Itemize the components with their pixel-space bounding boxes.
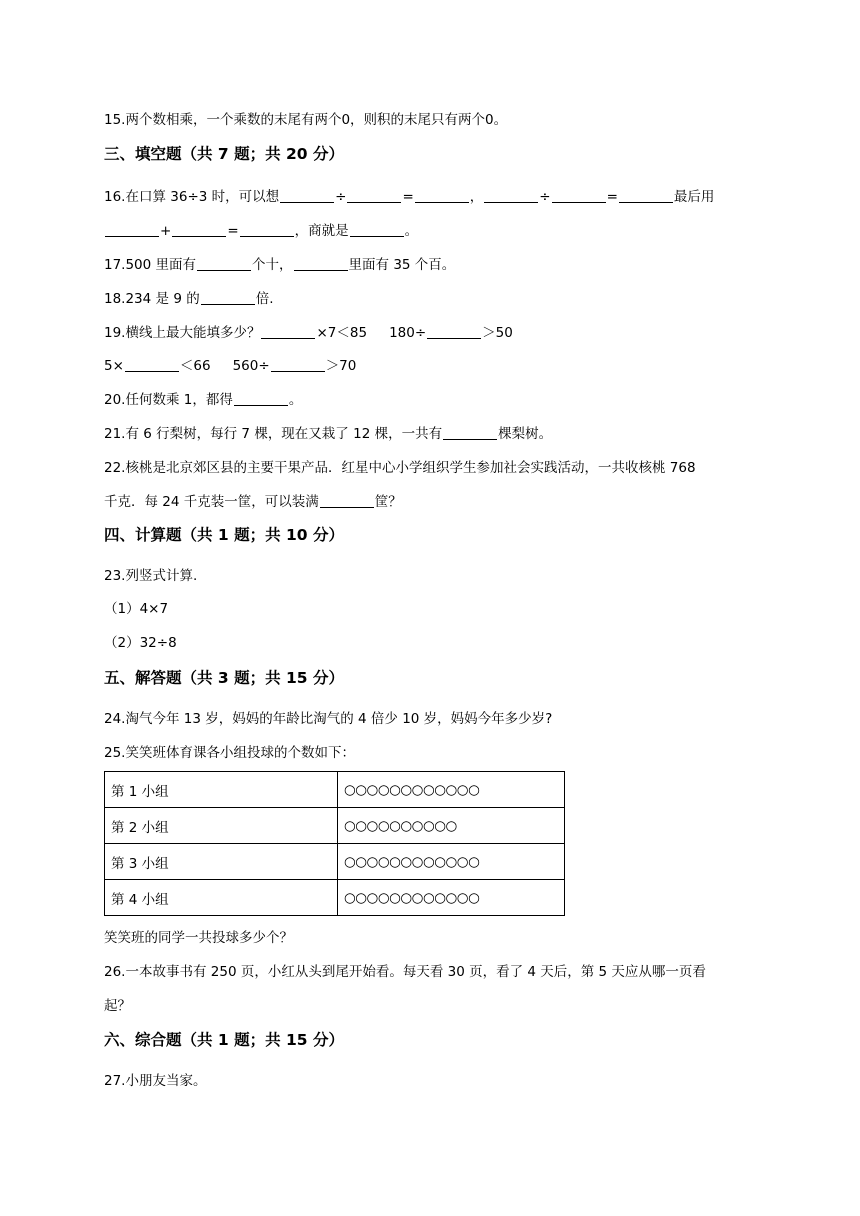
- section-6-heading: 六、综合题（共 1 题；共 15 分）: [104, 1031, 344, 1049]
- table-row: [105, 844, 565, 880]
- ball-count-cell: ○○○○○○○○○○○○: [338, 844, 565, 880]
- question-17: 17.500 里面有 个十， 里面有 35 个百。: [104, 257, 456, 273]
- table-row: [105, 772, 565, 808]
- group-name-cell: 第 4 小组: [105, 880, 338, 916]
- question-18: 18.234 是 9 的 倍.: [104, 291, 274, 307]
- question-21: 21.有 6 行梨树，每行 7 棵，现在又栽了 12 棵，一共有 棵梨树。: [104, 426, 553, 442]
- question-22-line-2: 千克．每 24 千克装一筐，可以装满 筐？: [104, 494, 402, 510]
- group-name-cell: 第 2 小组: [105, 808, 338, 844]
- ball-count-cell: ○○○○○○○○○○○○: [338, 880, 565, 916]
- answer-blank[interactable]: [261, 324, 315, 339]
- question-16-line-2: + = ，商就是 。: [104, 221, 418, 241]
- table-row: [105, 808, 565, 844]
- answer-blank[interactable]: [105, 222, 159, 237]
- section-4-heading: 四、计算题（共 1 题；共 10 分）: [104, 526, 344, 544]
- answer-blank[interactable]: [271, 357, 325, 372]
- ball-count-cell: ○○○○○○○○○○: [338, 808, 565, 844]
- answer-blank[interactable]: [201, 290, 255, 305]
- group-name-cell: 第 3 小组: [105, 844, 338, 880]
- answer-blank[interactable]: [125, 357, 179, 372]
- ball-count-cell: ○○○○○○○○○○○○: [338, 772, 565, 808]
- question-25-title: 25.笑笑班体育课各小组投球的个数如下：: [104, 745, 355, 761]
- answer-blank[interactable]: [552, 188, 606, 203]
- group-name-cell: 第 1 小组: [105, 772, 338, 808]
- section-5-heading: 五、解答题（共 3 题；共 15 分）: [104, 669, 344, 687]
- answer-blank[interactable]: [619, 188, 673, 203]
- question-26-line-1: 26.一本故事书有 250 页，小红从头到尾开始看。每天看 30 页，看了 4 天后，第 5 天应从哪一页看: [104, 964, 706, 980]
- question-16-line-1: 16.在口算 36÷3 时，可以想 ÷ = ， ÷ = 最后用: [104, 189, 715, 205]
- answer-blank[interactable]: [294, 256, 348, 271]
- question-23-title: 23.列竖式计算.: [104, 568, 198, 584]
- question-23-part-1: （1）4×7: [104, 601, 169, 617]
- question-25-question: 笑笑班的同学一共投球多少个？: [104, 930, 293, 946]
- question-24: 24.淘气今年 13 岁，妈妈的年龄比淘气的 4 倍少 10 岁，妈妈今年多少岁?: [104, 711, 553, 727]
- answer-blank[interactable]: [234, 391, 288, 406]
- question-20: 20.任何数乘 1，都得 。: [104, 392, 303, 408]
- answer-blank[interactable]: [240, 222, 294, 237]
- table-row: [105, 880, 565, 916]
- answer-blank[interactable]: [350, 222, 404, 237]
- question-19-line-2: 5× ＜66 560÷ ＞70: [104, 358, 357, 374]
- answer-blank[interactable]: [427, 324, 481, 339]
- question-19-line-1: 19.横线上最大能填多少？ ×7＜85 180÷ ＞50: [104, 325, 513, 341]
- answer-blank[interactable]: [484, 188, 538, 203]
- ball-count-table: [104, 771, 565, 916]
- answer-blank[interactable]: [197, 256, 251, 271]
- question-26-line-2: 起？: [104, 998, 131, 1014]
- question-27: 27.小朋友当家。: [104, 1073, 207, 1089]
- answer-blank[interactable]: [320, 493, 374, 508]
- question-23-part-2: （2）32÷8: [104, 635, 177, 651]
- answer-blank[interactable]: [415, 188, 469, 203]
- answer-blank[interactable]: [172, 222, 226, 237]
- answer-blank[interactable]: [443, 425, 497, 440]
- answer-blank[interactable]: [347, 188, 401, 203]
- question-22-line-1: 22.核桃是北京郊区县的主要干果产品．红星中心小学组织学生参加社会实践活动，一共收核桃 768: [104, 460, 696, 476]
- section-3-heading: 三、填空题（共 7 题；共 20 分）: [104, 145, 344, 163]
- answer-blank[interactable]: [280, 188, 334, 203]
- question-15: 15.两个数相乘，一个乘数的末尾有两个0，则积的末尾只有两个0。: [104, 112, 508, 128]
